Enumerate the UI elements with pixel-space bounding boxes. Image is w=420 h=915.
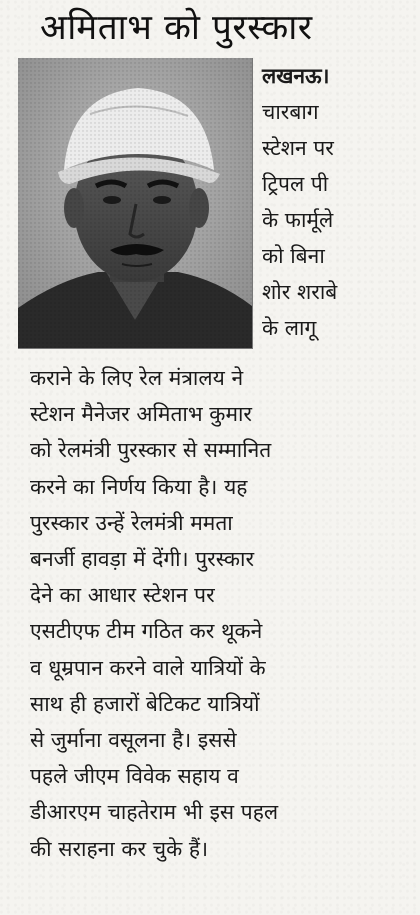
text-line: एसटीएफ टीम गठित कर थूकने bbox=[30, 619, 263, 644]
text-line: से जुर्माना वसूलना है। इससे bbox=[30, 728, 237, 753]
text-line: देने का आधार स्टेशन पर bbox=[30, 583, 215, 608]
text-line: पहले जीएम विवेक सहाय व bbox=[30, 764, 239, 789]
text-line: को बिना bbox=[262, 244, 325, 268]
text-line: चारबाग bbox=[262, 100, 319, 124]
text-line: के फार्मूले bbox=[262, 208, 334, 232]
text-line: की सराहना कर चुके हैं। bbox=[30, 836, 209, 861]
portrait-photo bbox=[18, 58, 253, 349]
text-line: व धूम्रपान करने वाले यात्रियों के bbox=[30, 655, 266, 680]
text-line: शोर शराबे bbox=[262, 280, 338, 304]
text-line: ट्रिपल पी bbox=[262, 172, 329, 196]
text-line: के लागू bbox=[262, 316, 317, 340]
text-line: साथ ही हजारों बेटिकट यात्रियों bbox=[30, 691, 260, 716]
text-line: पुरस्कार उन्हें रेलमंत्री ममता bbox=[30, 510, 233, 535]
text-line: को रेलमंत्री पुरस्कार से सम्मानित bbox=[30, 438, 272, 463]
text-line: डीआरएम चाहतेराम भी इस पहल bbox=[30, 800, 279, 825]
portrait-image bbox=[18, 58, 252, 348]
text-line: करने का निर्णय किया है। यह bbox=[30, 474, 248, 499]
text-line: बनर्जी हावड़ा में देंगी। पुरस्कार bbox=[30, 547, 255, 572]
text-line: कराने के लिए रेल मंत्रालय ने bbox=[30, 366, 244, 390]
headline: अमिताभ को पुरस्कार bbox=[40, 8, 313, 48]
dateline: लखनऊ। bbox=[262, 64, 330, 88]
text-line: स्टेशन पर bbox=[262, 136, 334, 160]
text-line: स्टेशन मैनेजर अमिताभ कुमार bbox=[30, 402, 253, 427]
article-body bbox=[30, 360, 414, 867]
article-side-column bbox=[262, 58, 412, 346]
